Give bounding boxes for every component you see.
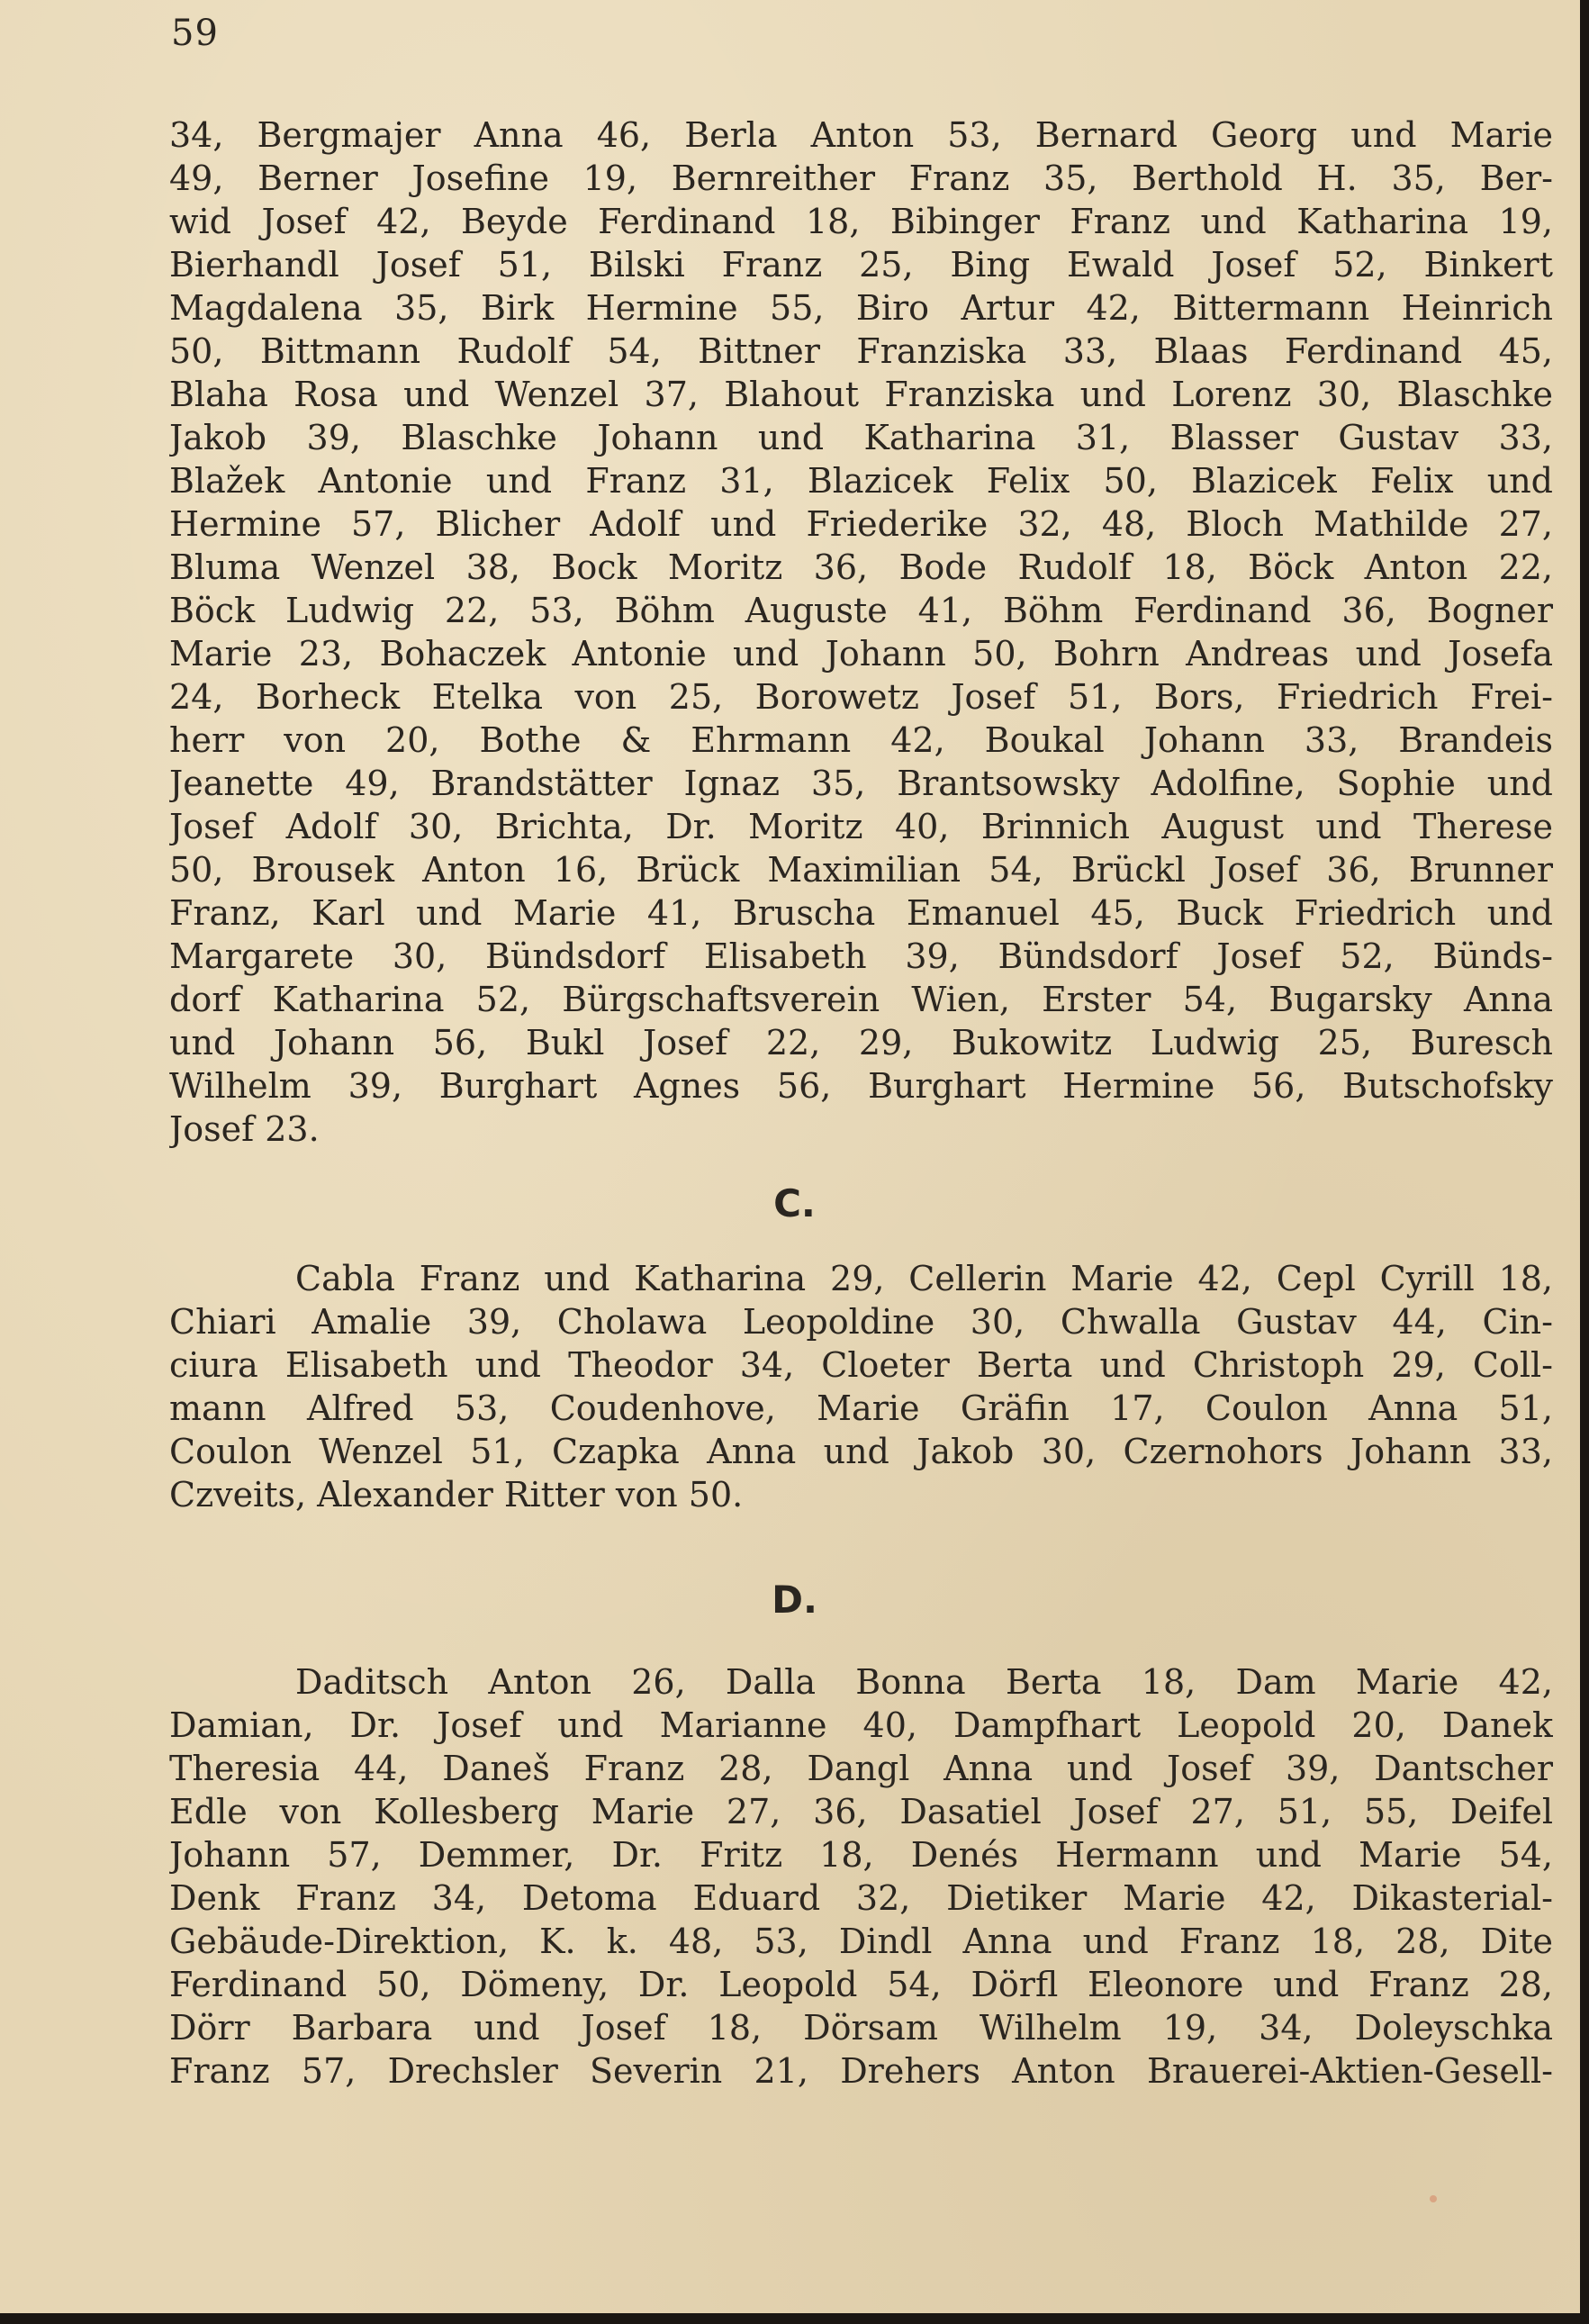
index-section-b bbox=[169, 113, 1553, 1151]
index-line: mann Alfred 53, Coudenhove, Marie Gräfin 17, Coulon Anna 51, bbox=[169, 1388, 1553, 1428]
index-line: Chiari Amalie 39, Cholawa Leopoldine 30, Chwalla Gustav 44, Cin- bbox=[169, 1302, 1553, 1342]
index-line: dorf Katharina 52, Bürgschaftsverein Wien, Erster 54, Bugarsky Anna bbox=[169, 980, 1553, 1019]
index-line: Hermine 57, Blicher Adolf und Friederike 32, 48, Bloch Mathilde 27, bbox=[169, 504, 1553, 544]
index-line: Blaha Rosa und Wenzel 37, Blahout Franziska und Lorenz 30, Blaschke bbox=[169, 375, 1553, 414]
scan-right-edge bbox=[1580, 0, 1589, 2324]
paper-stain bbox=[1430, 2195, 1437, 2202]
section-heading-d: D. bbox=[772, 1578, 817, 1622]
index-line: 50, Brousek Anton 16, Brück Maximilian 54, Brückl Josef 36, Brunner bbox=[169, 850, 1553, 890]
index-line: Dörr Barbara und Josef 18, Dörsam Wilhelm 19, 34, Doleyschka bbox=[169, 2008, 1553, 2048]
page-number: 59 bbox=[171, 13, 219, 54]
index-line: Theresia 44, Daneš Franz 28, Dangl Anna und Josef 39, Dantscher bbox=[169, 1749, 1553, 1788]
index-line: und Johann 56, Bukl Josef 22, 29, Bukowitz Ludwig 25, Buresch bbox=[169, 1023, 1553, 1063]
index-line: Blažek Antonie und Franz 31, Blazicek Felix 50, Blazicek Felix und bbox=[169, 461, 1553, 501]
index-line: Josef Adolf 30, Brichta, Dr. Moritz 40, Brinnich August und Therese bbox=[169, 807, 1553, 846]
index-line: ciura Elisabeth und Theodor 34, Cloeter Berta und Christoph 29, Coll- bbox=[169, 1345, 1553, 1385]
index-line: Marie 23, Bohaczek Antonie und Johann 50, Bohrn Andreas und Josefa bbox=[169, 634, 1553, 674]
index-line: Denk Franz 34, Detoma Eduard 32, Dietiker Marie 42, Dikasterial- bbox=[169, 1878, 1553, 1918]
section-heading-c: C. bbox=[773, 1181, 816, 1225]
index-line: Jakob 39, Blaschke Johann und Katharina 31, Blasser Gustav 33, bbox=[169, 418, 1553, 457]
index-line: Edle von Kollesberg Marie 27, 36, Dasatiel Josef 27, 51, 55, Deifel bbox=[169, 1792, 1553, 1831]
index-line: Bluma Wenzel 38, Bock Moritz 36, Bode Rudolf 18, Böck Anton 22, bbox=[169, 547, 1553, 587]
index-line: Margarete 30, Bündsdorf Elisabeth 39, Bündsdorf Josef 52, Bünds- bbox=[169, 936, 1553, 976]
index-line: 24, Borheck Etelka von 25, Borowetz Josef 51, Bors, Friedrich Frei- bbox=[169, 677, 1553, 717]
index-line: Daditsch Anton 26, Dalla Bonna Berta 18, Dam Marie 42, bbox=[295, 1662, 1553, 1702]
index-line: Magdalena 35, Birk Hermine 55, Biro Artur 42, Bittermann Heinrich bbox=[169, 288, 1553, 328]
index-section-c bbox=[169, 1257, 1553, 1516]
index-line: Josef 23. bbox=[169, 1109, 320, 1149]
index-line: Czveits, Alexander Ritter von 50. bbox=[169, 1475, 744, 1515]
index-line: wid Josef 42, Beyde Ferdinand 18, Bibinger Franz und Katharina 19, bbox=[169, 202, 1553, 241]
index-line: Franz, Karl und Marie 41, Bruscha Emanuel 45, Buck Friedrich und bbox=[169, 893, 1553, 933]
index-line: Franz 57, Drechsler Severin 21, Drehers Anton Brauerei-Aktien-Gesell- bbox=[169, 2051, 1553, 2091]
index-line: herr von 20, Bothe & Ehrmann 42, Boukal Johann 33, Brandeis bbox=[169, 720, 1553, 760]
index-line: Coulon Wenzel 51, Czapka Anna und Jakob 30, Czernohors Johann 33, bbox=[169, 1432, 1553, 1471]
index-line: 49, Berner Josefine 19, Bernreither Franz 35, Berthold H. 35, Ber- bbox=[169, 158, 1553, 198]
index-line: Gebäude-Direktion, K. k. 48, 53, Dindl Anna und Franz 18, 28, Dite bbox=[169, 1922, 1553, 1961]
index-line: Jeanette 49, Brandstätter Ignaz 35, Brantsowsky Adolfine, Sophie und bbox=[169, 764, 1553, 803]
scan-bottom-edge bbox=[0, 2313, 1589, 2324]
index-line: 34, Bergmajer Anna 46, Berla Anton 53, Bernard Georg und Marie bbox=[169, 115, 1553, 155]
index-line: Johann 57, Demmer, Dr. Fritz 18, Denés Hermann und Marie 54, bbox=[169, 1835, 1553, 1875]
index-line: Damian, Dr. Josef und Marianne 40, Dampfhart Leopold 20, Danek bbox=[169, 1705, 1553, 1745]
index-section-d bbox=[169, 1660, 1553, 2093]
index-line: Bierhandl Josef 51, Bilski Franz 25, Bing Ewald Josef 52, Binkert bbox=[169, 245, 1553, 285]
index-line: Böck Ludwig 22, 53, Böhm Auguste 41, Böhm Ferdinand 36, Bogner bbox=[169, 591, 1553, 630]
index-line: 50, Bittmann Rudolf 54, Bittner Franziska 33, Blaas Ferdinand 45, bbox=[169, 331, 1553, 371]
index-line: Cabla Franz und Katharina 29, Cellerin Marie 42, Cepl Cyrill 18, bbox=[295, 1259, 1553, 1298]
index-line: Ferdinand 50, Dömeny, Dr. Leopold 54, Dörfl Eleonore und Franz 28, bbox=[169, 1965, 1553, 2004]
index-line: Wilhelm 39, Burghart Agnes 56, Burghart Hermine 56, Butschofsky bbox=[169, 1066, 1553, 1106]
